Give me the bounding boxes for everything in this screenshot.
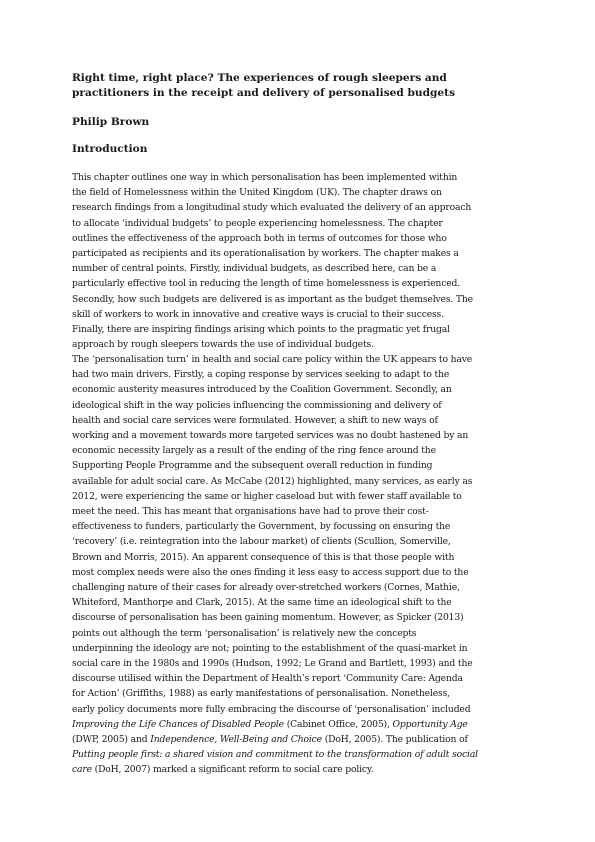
text-line: ideological shift in the way policies influencing the commissioning and delivery of [72,399,442,411]
text-line: available for adult social care. As McCabe (2012) highlighted, many services, as early as [72,475,473,487]
text-line: underpinning the ideology are not; pointing to the establishment of the quasi-market in [72,642,468,654]
text-line: Brown and Morris, 2015). An apparent consequence of this is that those people with [72,551,455,563]
text-line [72,717,524,732]
text-line: meet the need. This has meant that organisations have had to prove their cost- [72,506,429,518]
text-line: social care in the 1980s and 1990s (Hudson, 1992; Le Grand and Bartlett, 1993) and the [72,658,473,670]
italic-title: care [72,764,92,776]
text-line: discourse of personalisation has been gaining momentum. However, as Spicker (2013) [72,612,464,624]
text-line: health and social care services were formulated. However, a shift to new ways of [72,414,438,426]
text-line: for Action’ (Griffiths, 1988) as early manifestations of personalisation. Nonetheless, [72,688,450,700]
text-line: to allocate ‘individual budgets’ to people experiencing homelessness. The chapter [72,217,443,229]
text-line: effectiveness to funders, particularly the Government, by focussing on ensuring the [72,521,451,533]
text-line: outlines the effectiveness of the approach both in terms of outcomes for those who [72,232,447,244]
text-segment: (DoH, 2005). The publication of [321,734,468,746]
text-line: the field of Homelessness within the United Kingdom (UK). The chapter draws on [72,187,442,199]
text-line: The ‘personalisation turn’ in health and social care policy within the UK appears to have [72,354,473,365]
text-line: discourse utilised within the Department of Health’s report ‘Community Care: Agenda [72,673,463,685]
text-line: skill of workers to work in innovative and creative ways is crucial to their success. [72,308,444,320]
text-line: participated as recipients and its operationalisation by workers. The chapter makes a [72,248,459,260]
text-line: had two main drivers. Firstly, a coping response by services seeking to adapt to the [72,369,450,381]
text-segment: (Cabinet Office, 2005), [283,718,393,730]
text-line: economic necessity largely as a result of the ending of the ring fence around the [72,445,436,457]
text-line: particularly effective tool in reducing the length of time homelessness is experienced. [72,278,460,290]
author-name: Philip Brown [72,116,150,128]
document-title: Right time, right place? The experiences of rough sleepers and practitioners in the receipt and delivery of personalised budgets [72,72,456,99]
text-line: 2012, were experiencing the same or higher caseload but with fewer staff available to [72,490,462,502]
text-line: number of central points. Firstly, individual budgets, as described here, can be a [72,263,437,275]
text-line: economic austerity measures introduced by the Coalition Government. Secondly, an [72,384,452,396]
text-line: ‘recovery’ (i.e. reintegration into the labour market) of clients (Scullion, Somerville, [72,536,451,548]
paragraph-2 [72,352,524,778]
section-heading: Introduction [72,143,148,155]
text-line: Finally, there are inspiring findings arising which points to the pragmatic yet frugal [72,324,450,336]
paragraph-1 [72,170,524,352]
text-line: Whiteford, Manthorpe and Clark, 2015). At the same time an ideological shift to the [72,597,452,609]
text-line: Secondly, how such budgets are delivered is as important as the budget themselves. The [72,293,473,305]
text-line: most complex needs were also the ones finding it less easy to access support due to the [72,566,469,578]
text-line: Supporting People Programme and the subsequent overall reduction in funding [72,460,433,472]
text-line [72,732,524,747]
text-line: points out although the term ‘personalisation’ is relatively new the concepts [72,627,417,639]
text-line: approach by rough sleepers towards the use of individual budgets. [72,339,374,351]
text-line [72,762,524,777]
text-segment: (DWP, 2005) and [72,734,151,746]
text-line: research findings from a longitudinal study which evaluated the delivery of an approach [72,202,472,214]
text-line: working and a movement towards more targeted services was no doubt hastened by an [72,430,469,442]
italic-title: Improving the Life Chances of Disabled People [72,718,284,730]
text-line: This chapter outlines one way in which personalisation has been implemented within [72,172,458,183]
text-line: early policy documents more fully embracing the discourse of ‘personalisation’ included [72,703,471,715]
text-line: challenging nature of their cases for already over-stretched workers (Cornes, Mathie, [72,582,460,594]
text-line [72,747,524,762]
italic-title: Opportunity Age [392,718,468,730]
text-segment: (DoH, 2007) marked a significant reform to social care policy. [91,764,374,776]
italic-title: Putting people first: a shared vision and commitment to the transformation of adult social [72,749,478,761]
italic-title: Independence, Well-Being and Choice [150,734,322,746]
